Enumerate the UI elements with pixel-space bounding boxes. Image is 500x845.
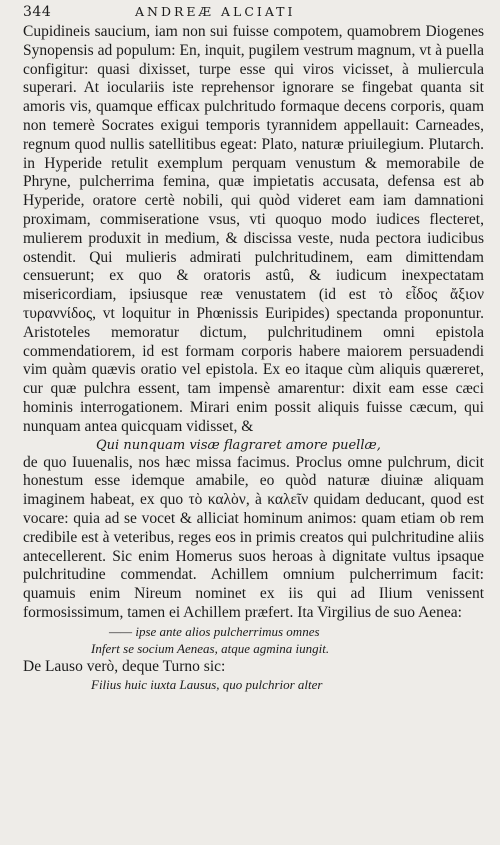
page-header xyxy=(23,4,486,22)
page-number: 344 xyxy=(23,4,52,20)
paragraph-2: de quo Iuuenalis, nos hæc missa facimus. Proclus omne pulchrum, dicit honestum esse idemque amabile, eo quòd naturæ diuinæ aliquam imaginem habeat, ex quo τὸ καλὸν, à καλεῖν quidam deducant, quod est vocare: quia ad se vocet & alliciat hominum animos: quam etiam ob rem credibile est à veteribus, reges eos in primis creatos qui pulchritudine aliis antecellerent. Sic enim Homerus suos heroas à dignitate vultus ipsaque pulchritudine commendat. Achillem omnium pulcherrimum facit: quamuis enim Nireum nominet ex iis qui ad Ilium venissent formosissimum, tamen ei Achillem præfert. Ita Virgilius de suo Aenea: xyxy=(23,453,484,621)
running-head: ANDREÆ ALCIATI xyxy=(135,4,296,19)
verse-aeneas-line-1: —— ipse ante alios pulcherrimus omnes xyxy=(109,623,320,639)
quote-juvenal: Qui nunquam visæ flagraret amore puellæ, xyxy=(96,437,381,453)
verse-aeneas-line-2: Infert se socium Aeneas, atque agmina iungit. xyxy=(91,641,330,657)
lausus-turnus-intro: De Lauso verò, deque Turno sic: xyxy=(23,657,226,675)
paragraph-1: Cupidineis saucium, iam non sui fuisse compotem, quamobrem Diogenes Synopensis ad populum: En, inquit, pugilem vestrum magnum, vt à puella configitur: quasi dixisset, turpe esse qui viros vicisset, à muliercula superari. At ioculariis iste reprehensor ignorare se fingebat quanta sit amoris vis, quamque efficax pulchritudo formaque decens corporis, quam non temerè Socrates exigui temporis tyrannidem appellauit: Carneades, regnum quod nullis satellitibus egeat: Plato, naturæ priuilegium. Plutarch. in Hyperide retulit exemplum perquam venustum & memorabile de Phryne, pulcherrima femina, quæ impietatis accusata, defensa est ab Hyperide, oratore certè nobili, qui quòd videret eam iam damnationi proximam, commiseratione vsus, vti quoquo modo iudices flecteret, mulierem produxit in medium, & discissa veste, nuda pectora iudicibus ostendit. Qui mulieris admirati pulchritudinem, eam dimittendam censuerunt; ex quo & oratoris astû, & iudicum inexpectatam misericordiam, ipsiusque reæ venustatem (id est τὸ εἶδος ἄξιον τυραννίδος, vt loquitur in Phœnissis Euripides) spectanda proponuntur. Aristoteles memoratur dictum, pulchritudinem omni epistola commendatiorem, id est formam corporis habere maiorem persuadendi vim quàm quævis oratio vel epistola. Ex eo itaque cùm aliquis quæreret, cur quæ pulchra essent, tam impensè amarentur: dixit eam esse cæci hominis interrogationem. Mirari enim possit aliquis fuisse cæcum, qui nunquam antea quicquam vidisset, & xyxy=(23,23,484,435)
verse-lausus: Filius huic iuxta Lausus, quo pulchrior alter xyxy=(91,677,323,693)
